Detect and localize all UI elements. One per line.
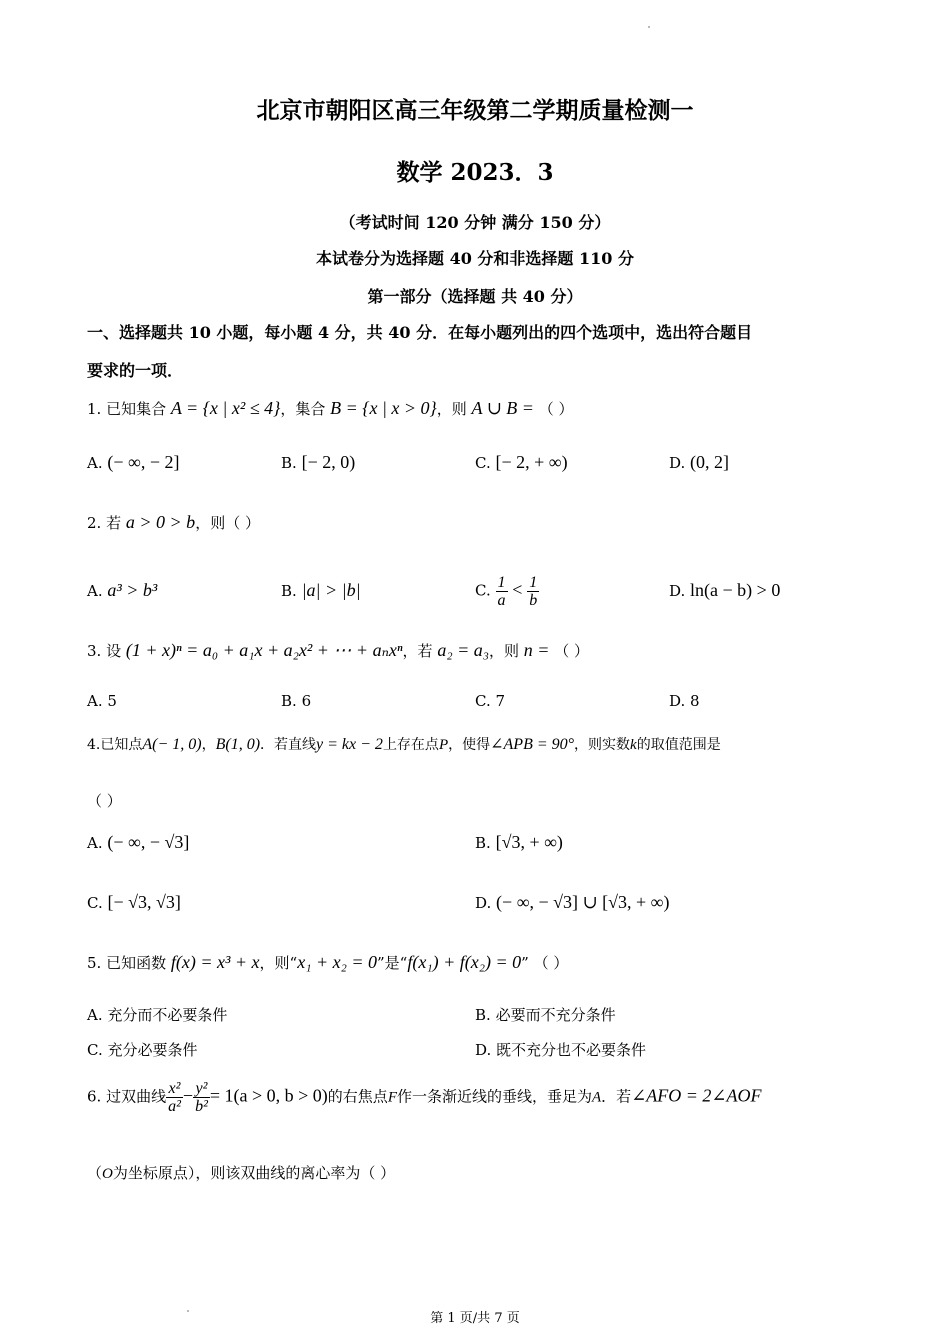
section-instruction-line1: 一、选择题共 10 小题，每小题 4 分，共 40 分．在每小题列出的四个选项中，选出符合题目	[87, 323, 753, 342]
question-2: 2. 若 a > 0 > b，则（ ）	[87, 512, 260, 532]
q4-option-d[interactable]: D. (− ∞, − √3] ∪ [√3, + ∞)	[475, 892, 670, 912]
q1-option-d[interactable]: D. (0, 2]	[669, 452, 730, 472]
q2-option-c[interactable]: C. $\frac{1}{a}$ < $\frac{1}{b}$	[475, 574, 538, 609]
q5-option-a[interactable]: A. 充分而不必要条件	[87, 1006, 228, 1024]
question-4: 4.已知点A(− 1, 0)，B(1, 0)．若直线y = kx − 2上存在点P，使得∠APB = 90°，则实数k的取值范围是	[87, 736, 721, 753]
q4-option-a[interactable]: A. (− ∞, − √3]	[87, 832, 190, 852]
set-b: B = {x | x > 0}	[330, 398, 437, 418]
page-footer: 第 1 页/共 7 页	[430, 1311, 520, 1326]
q1-option-b[interactable]: B. [− 2, 0)	[281, 452, 356, 472]
q1-option-a[interactable]: A. (− ∞, − 2]	[87, 452, 180, 472]
question-6-continued: （O为坐标原点），则该双曲线的离心率为（ ）	[87, 1164, 396, 1182]
binomial-expansion: (1 + x)ⁿ = a₀ + a₁x + a₂x² + ⋯ + aₙxⁿ	[125, 640, 403, 660]
angle-condition: ∠AFO = 2∠AOF	[631, 1085, 762, 1106]
q2-option-d[interactable]: D. ln(a − b) > 0	[669, 580, 781, 600]
q4-blank: （ ）	[87, 792, 122, 810]
q5-option-b[interactable]: B. 必要而不充分条件	[475, 1006, 616, 1024]
q2-option-b[interactable]: B. |a| > |b|	[281, 580, 361, 600]
question-3: 3. 设 (1 + x)ⁿ = a₀ + a₁x + a₂x² + ⋯ + aₙxⁿ，若 a₂ = a₃，则 n = （ ）	[87, 640, 590, 660]
q3-option-a[interactable]: A. 5	[87, 692, 117, 710]
question-5: 5. 已知函数 f(x) = x³ + x，则“x₁ + x₂ = 0”是“f(x₁) + f(x₂) = 0” （ ）	[87, 952, 569, 972]
inequality: a > 0 > b	[125, 512, 196, 532]
q3-option-b[interactable]: B. 6	[281, 692, 312, 710]
question-1: 1. 已知集合 A = {x | x² ≤ 4}，集合 B = {x | x > 0}，则 A ∪ B = （ ）	[87, 398, 574, 418]
q3-option-c[interactable]: C. 7	[475, 692, 506, 710]
exam-info: （考试时间 120 分钟 满分 150 分）	[339, 213, 611, 232]
q3-option-d[interactable]: D. 8	[669, 692, 700, 710]
corner-mark-top	[648, 26, 650, 28]
section-instruction-line2: 要求的一项．	[87, 361, 184, 380]
hyperbola-condition: = 1(a > 0, b > 0)	[209, 1085, 328, 1106]
score-composition: 本试卷分为选择题 40 分和非选择题 110 分	[316, 249, 634, 268]
q2-option-a[interactable]: A. a³ > b³	[87, 580, 158, 600]
part-one-heading: 第一部分（选择题 共 40 分）	[367, 287, 583, 306]
question-6: 6. 过双曲线 $\frac{\text{x²}}{\text{a²}}$ − $\frac{\text{y²}}{\text{b²}}$ = 1(a > 0, b > 0)的右焦点F作一条渐近线的垂线，垂足为A．若∠AFO = 2∠AOF	[87, 1080, 762, 1115]
union-expr: A ∪ B =	[471, 398, 534, 418]
set-a: A = {x | x² ≤ 4}	[170, 398, 281, 418]
exam-title: 北京市朝阳区高三年级第二学期质量检测一	[256, 97, 694, 124]
q4-option-b[interactable]: B. [√3, + ∞)	[475, 832, 563, 852]
q5-option-c[interactable]: C. 充分必要条件	[87, 1041, 198, 1059]
coefficient-equality: a₂ = a₃	[437, 640, 489, 660]
q1-option-c[interactable]: C. [− 2, + ∞)	[475, 452, 568, 472]
function-def: f(x) = x³ + x	[170, 952, 260, 972]
q4-option-c[interactable]: C. [− √3, √3]	[87, 892, 181, 912]
exam-subject: 数学 2023．3	[396, 159, 554, 186]
q5-option-d[interactable]: D. 既不充分也不必要条件	[475, 1041, 647, 1059]
